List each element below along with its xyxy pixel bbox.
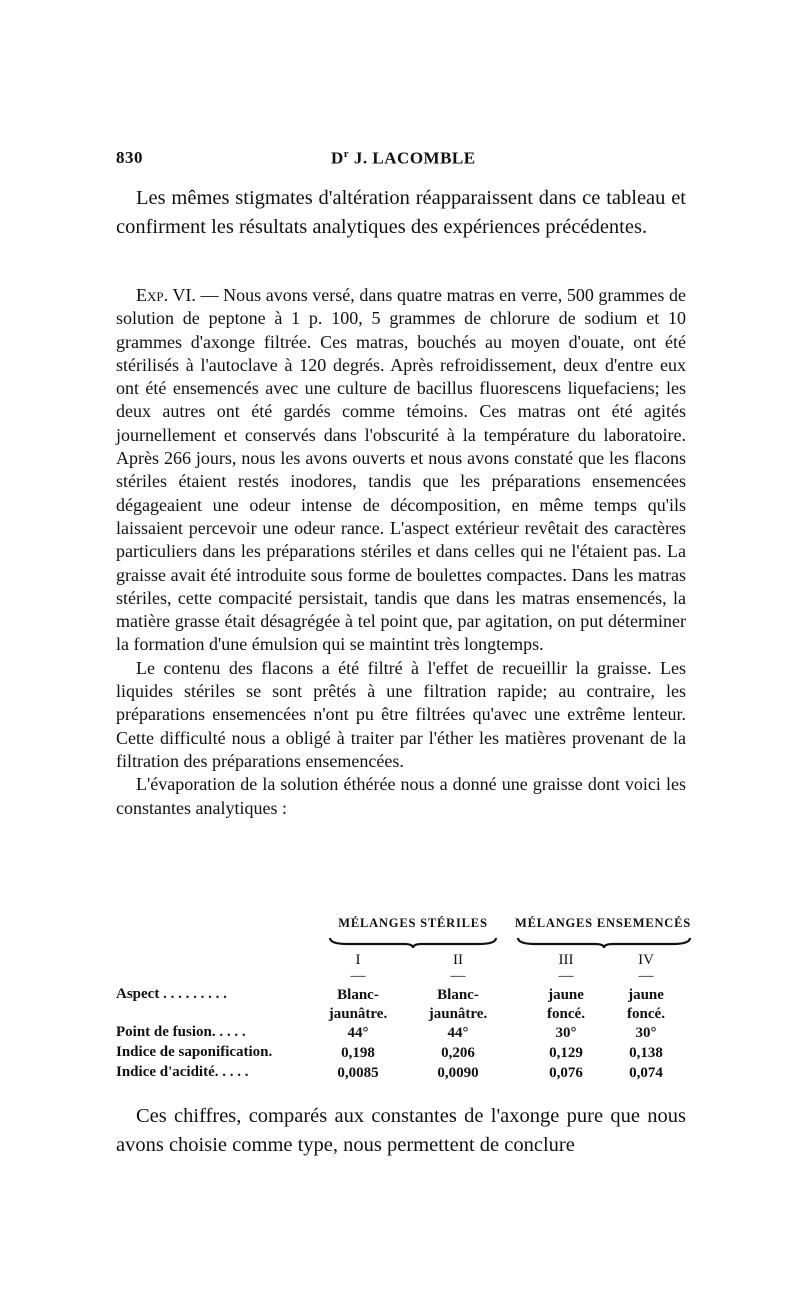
experiment-paragraph: Exp. VI. — Nous avons versé, dans quatre matras en verre, 500 grammes de solution de peptone à 1 p. 100, 5 grammes de chlorure de sodium et 10 grammes d'axonge filtrée. Ces matras, bouchés au moyen d'ouate, ont été stérilisés à l'autoclave à 120 degrés. Après refroidissement, deux d'entre eux ont été ensemencés avec une culture de bacillus fluorescens liquefaciens; les deux autres ont été gardés comme témoins. Ces matras ont été agités journellement et conservés dans l'obscurité à la température du laboratoire. Après 266 jours, nous les avons ouverts et nous avons constaté que les flacons stériles étaient restés inodores, tandis que les préparations ensemencées dégageaient une odeur intense de décomposition, en même temps qu'ils laissaient percevoir une odeur rance. L'aspect extérieur revêtait des caractères particuliers dans les préparations stériles et dans celles qui ne l'étaient pas. La graisse avait été introduite sous forme de boulettes compactes. Dans les matras stériles, cette compacité persistait, tandis que dans les matras ensemencés, la matière grasse était désagrégée à tel point que, par agitation, on put déterminer la formation d'une émulsion qui se maintint très longtemps. — [116, 285, 686, 655]
table-cell: jaune foncé. — [547, 987, 585, 1022]
table-cell: 0,206 — [441, 1045, 475, 1061]
conclusion-paragraph: Ces chiffres, comparés aux constantes de l'axonge pure que nous avons choisie comme type, nous permettent de conclure — [116, 1105, 686, 1156]
row-label-aspect: Aspect . . . . . . . . . — [116, 986, 227, 1002]
table-cell: jaune foncé. — [627, 987, 665, 1022]
evaporation-paragraph: L'évaporation de la solution éthérée nous a donné une graisse dont voici les constantes analytiques : — [116, 774, 686, 818]
table-cell: 0,0090 — [437, 1065, 479, 1081]
table-cell: 30° — [635, 1025, 657, 1041]
row-label-fusion: Point de fusion. . . . . — [116, 1024, 246, 1040]
column-header-II: II — [453, 952, 463, 968]
experiment-body — [116, 284, 686, 820]
column-dash: — — [450, 968, 466, 984]
table-cell: 44° — [347, 1025, 369, 1041]
page-header — [116, 148, 686, 172]
experiment-label: Exp. VI. — [136, 285, 196, 305]
table-cell: 0,074 — [629, 1065, 663, 1081]
column-dash: — — [638, 968, 654, 984]
table-cell: 44° — [447, 1025, 469, 1041]
column-dash: — — [558, 968, 574, 984]
table-cell: Blanc- jaunâtre. — [428, 987, 488, 1022]
brace-ensemences — [516, 936, 692, 948]
filtration-paragraph: Le contenu des flacons a été filtré à l'effet de recueillir la graisse. Les liquides stériles se sont prêtés à une filtration rapide; au contraire, les préparations ensemencées n'ont pu être filtrées qu'avec une extrême lenteur. Cette difficulté nous a obligé à traiter par l'éther les matières provenant de la filtration des préparations ensemencées. — [116, 657, 686, 771]
constants-table — [116, 916, 690, 1086]
brace-sterile — [328, 936, 498, 948]
column-dash: — — [350, 968, 366, 984]
table-cell: 0,129 — [549, 1045, 583, 1061]
table-cell: 0,076 — [549, 1065, 583, 1081]
table-cell: 30° — [555, 1025, 577, 1041]
running-head: $D^r$ J. LACOMBLE — [331, 148, 476, 168]
table-cell: 0,198 — [341, 1045, 375, 1061]
row-label-acidite: Indice d'acidité. . . . . — [116, 1064, 249, 1080]
page-number: 830 — [116, 148, 143, 167]
table-cell: Blanc- jaunâtre. — [328, 987, 388, 1022]
row-label-saponification: Indice de saponification. — [116, 1044, 273, 1060]
table-cell: 0,138 — [629, 1045, 663, 1061]
intro-paragraph: Les mêmes stigmates d'altération réapparaissent dans ce tableau et confirment les résultats analytiques des expériences précédentes. — [116, 187, 686, 238]
group-header-sterile: MÉLANGES STÉRILES — [338, 916, 488, 930]
table-cell: 0,0085 — [337, 1065, 379, 1081]
column-header-I: I — [355, 952, 361, 968]
column-header-IV: IV — [638, 952, 654, 968]
group-header-ensemences: MÉLANGES ENSEMENCÉS — [515, 916, 691, 930]
column-header-III: III — [558, 952, 574, 968]
